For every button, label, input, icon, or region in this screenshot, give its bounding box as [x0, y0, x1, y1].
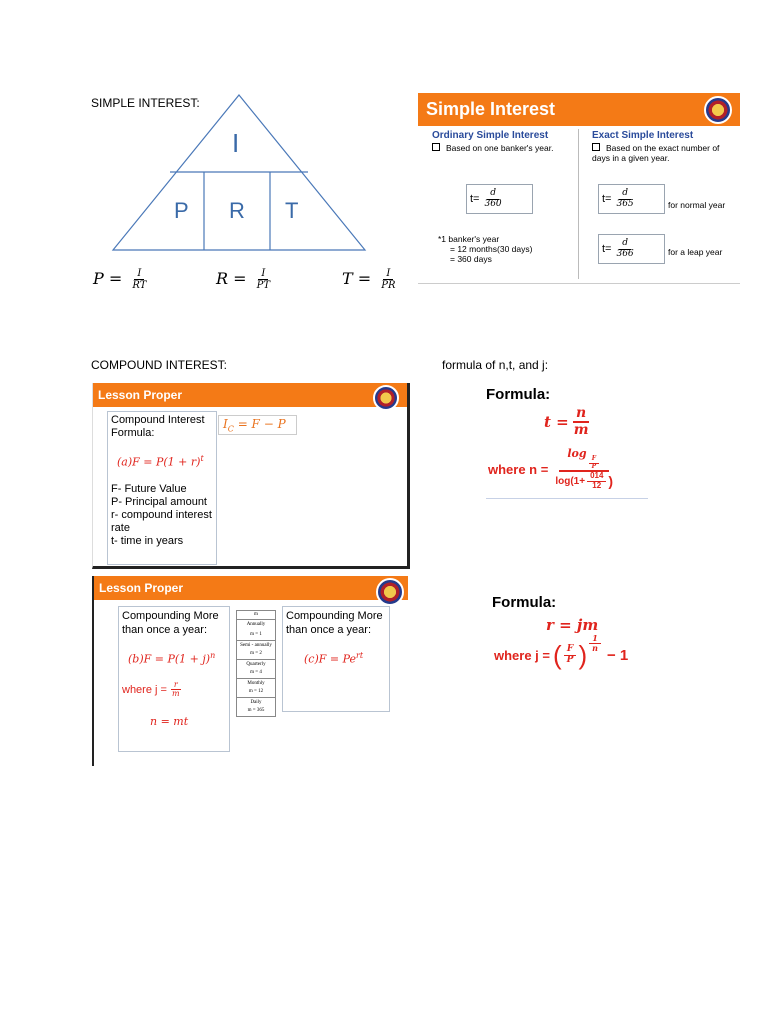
log-numerator: [559, 448, 609, 472]
def-t: t- time in years: [111, 534, 184, 547]
table-row: [237, 660, 275, 679]
formula-360-box: [466, 184, 533, 214]
den-366: 366: [616, 248, 634, 259]
triangle-p: P: [174, 198, 189, 223]
formula-a-exp: t: [200, 454, 204, 463]
lesson1-header-text: Lesson Proper: [98, 388, 183, 402]
formula-c: [304, 649, 386, 667]
formula-t: [342, 268, 401, 291]
simple-interest-label: SIMPLE INTEREST:: [91, 96, 200, 110]
table-cell-label: Monthly: [247, 681, 265, 686]
banker-note: [438, 234, 532, 264]
formula-p-den: RT: [132, 280, 147, 291]
formula-label: formula of n,t, and j:: [442, 358, 549, 372]
formula-p: [93, 268, 151, 291]
d-366: d: [619, 239, 631, 250]
formula-c-exp: rt: [356, 651, 364, 660]
log-den-den: 12: [592, 481, 602, 491]
lesson2-header: [94, 576, 408, 600]
log-den-close: ): [608, 472, 614, 489]
n-mt: n = mt: [150, 715, 189, 729]
formula-r-j: [492, 594, 652, 694]
log-den-text: log(1+: [555, 476, 586, 488]
school-logo-icon: [376, 578, 404, 606]
table-row: [237, 620, 275, 641]
checkbox-bullet-icon: [432, 143, 440, 151]
formula-r-den: PT: [256, 280, 271, 291]
school-logo-icon: [704, 96, 732, 124]
formula-b-exp: n: [210, 651, 216, 660]
formula2-heading: Formula:: [492, 594, 557, 611]
formula-365-box: [598, 184, 665, 214]
table-row: [237, 641, 275, 660]
t-num: n: [573, 406, 589, 423]
formula1-heading: Formula:: [486, 386, 551, 403]
formula-r: [216, 268, 275, 291]
j-den: m: [171, 689, 180, 699]
table-cell-value: m = 365: [247, 708, 265, 713]
triangle-r: R: [229, 198, 245, 223]
exact-bullet-text: Based on the exact number of days in a given year.: [592, 143, 720, 163]
banker-note-1: *1 banker's year: [438, 234, 500, 244]
fp-num: F: [564, 645, 576, 656]
log-den-num: 014: [587, 472, 606, 482]
exact-bullet: [592, 143, 732, 163]
formula-t-num: I: [383, 268, 393, 280]
ic-rest: = F − P: [233, 417, 286, 431]
lesson2-header-text: Lesson Proper: [99, 581, 184, 595]
triangle-i: I: [232, 128, 240, 158]
ordinary-bullet-text: Based on one banker's year.: [446, 143, 554, 153]
si-slide-header: [418, 93, 740, 126]
where-j-2: where j =: [494, 648, 550, 663]
normal-year-note: for normal year: [668, 200, 726, 210]
minus-one: − 1: [606, 647, 629, 664]
table-cell-value: m = 4: [250, 670, 262, 675]
d-365: d: [619, 189, 631, 200]
log-denominator: [552, 472, 616, 491]
ordinary-bullet: [432, 143, 572, 153]
definitions-list: [111, 483, 213, 548]
log-f: log: [567, 447, 587, 460]
formula-t-den: PR: [381, 280, 396, 291]
compound-formula-title: Compound Interest Formula:: [111, 414, 205, 439]
lesson-proper-slide-2: [92, 576, 408, 766]
si-slide-title: Simple Interest: [426, 99, 556, 119]
table-cell-value: m = 2: [250, 651, 262, 656]
d-360: d: [487, 189, 499, 200]
simple-interest-slide: [418, 93, 740, 284]
formula-p-num: I: [134, 268, 144, 280]
table-header: m: [237, 611, 275, 620]
formula-b: [128, 649, 226, 667]
formula-r-num: I: [258, 268, 268, 280]
checkbox-bullet-icon: [592, 143, 600, 151]
leap-year-note: for a leap year: [668, 247, 723, 257]
formula-a-text: (a)F = P(1 + r): [117, 455, 201, 469]
n-equation: [488, 448, 618, 491]
compounding-box-2: [282, 606, 390, 712]
def-f: F- Future Value: [111, 482, 187, 495]
ic-symbol: I: [223, 417, 228, 431]
ordinary-title: Ordinary Simple Interest: [432, 130, 549, 141]
j-equation: [494, 633, 629, 671]
close-paren: ): [578, 640, 588, 670]
banker-note-2: = 12 months(30 days): [450, 244, 533, 254]
exp-den: n: [592, 642, 598, 653]
compound-formula-box: [107, 411, 217, 565]
compounding-title-2: Compounding More than once a year:: [286, 610, 383, 636]
school-logo-icon: [373, 385, 399, 411]
def-p: P- Principal amount: [111, 495, 207, 508]
where-j: [122, 681, 226, 700]
table-cell-label: Annually: [246, 622, 266, 627]
table-row: [237, 679, 275, 698]
formula-r-lhs: R =: [216, 269, 247, 288]
table-cell-value: m = 1: [250, 632, 262, 637]
t-prefix-366: t=: [602, 243, 612, 255]
lesson-proper-slide-1: [92, 383, 410, 569]
formula-t-lhs: T =: [342, 269, 372, 288]
r-equation: r = jm: [546, 616, 599, 634]
table-row: [237, 698, 275, 716]
den-365: 365: [616, 198, 634, 209]
banker-note-3: = 360 days: [450, 254, 492, 264]
formula-c-text: (c)F = Pe: [304, 652, 357, 666]
interest-triangle: [110, 92, 370, 254]
si-divider: [578, 129, 579, 279]
t-prefix-360: t=: [470, 193, 480, 205]
where-n: where n =: [488, 461, 549, 477]
table-cell-value: m = 12: [248, 689, 264, 694]
t-lhs: t =: [544, 413, 569, 432]
table-cell-label: Daily: [250, 700, 262, 705]
compounding-table: [236, 610, 276, 717]
open-paren: (: [553, 640, 562, 670]
formula-n-t: [486, 386, 648, 499]
ic-sub: C: [227, 424, 234, 434]
table-cell-label: Quarterly: [246, 662, 266, 667]
ic-formula: [218, 415, 297, 435]
formula-a: [117, 452, 213, 469]
formula-b-text: (b)F = P(1 + j): [128, 652, 211, 666]
lesson1-header: [93, 383, 407, 407]
compounding-box-1: [118, 606, 230, 752]
where-j-text: where j =: [122, 683, 167, 696]
log-sub-den: P: [591, 462, 597, 470]
exp-num: 1: [589, 634, 601, 644]
triangle-t: T: [285, 198, 299, 223]
compound-interest-label: COMPOUND INTEREST:: [91, 358, 228, 372]
j-num: r: [171, 681, 181, 691]
exact-title: Exact Simple Interest: [592, 130, 694, 141]
t-den: m: [573, 422, 589, 439]
log-sub-num: F: [589, 456, 599, 464]
def-r: r- compound interest rate: [111, 508, 212, 534]
formula-366-box: [598, 234, 665, 264]
formula-p-lhs: P =: [93, 269, 123, 288]
den-360: 360: [484, 198, 502, 209]
compounding-title-1: Compounding More than once a year:: [122, 610, 219, 636]
table-cell-label: Semi - annually: [240, 643, 272, 648]
t-equation: [544, 406, 594, 439]
fp-den: P: [566, 655, 574, 665]
t-prefix-365: t=: [602, 193, 612, 205]
